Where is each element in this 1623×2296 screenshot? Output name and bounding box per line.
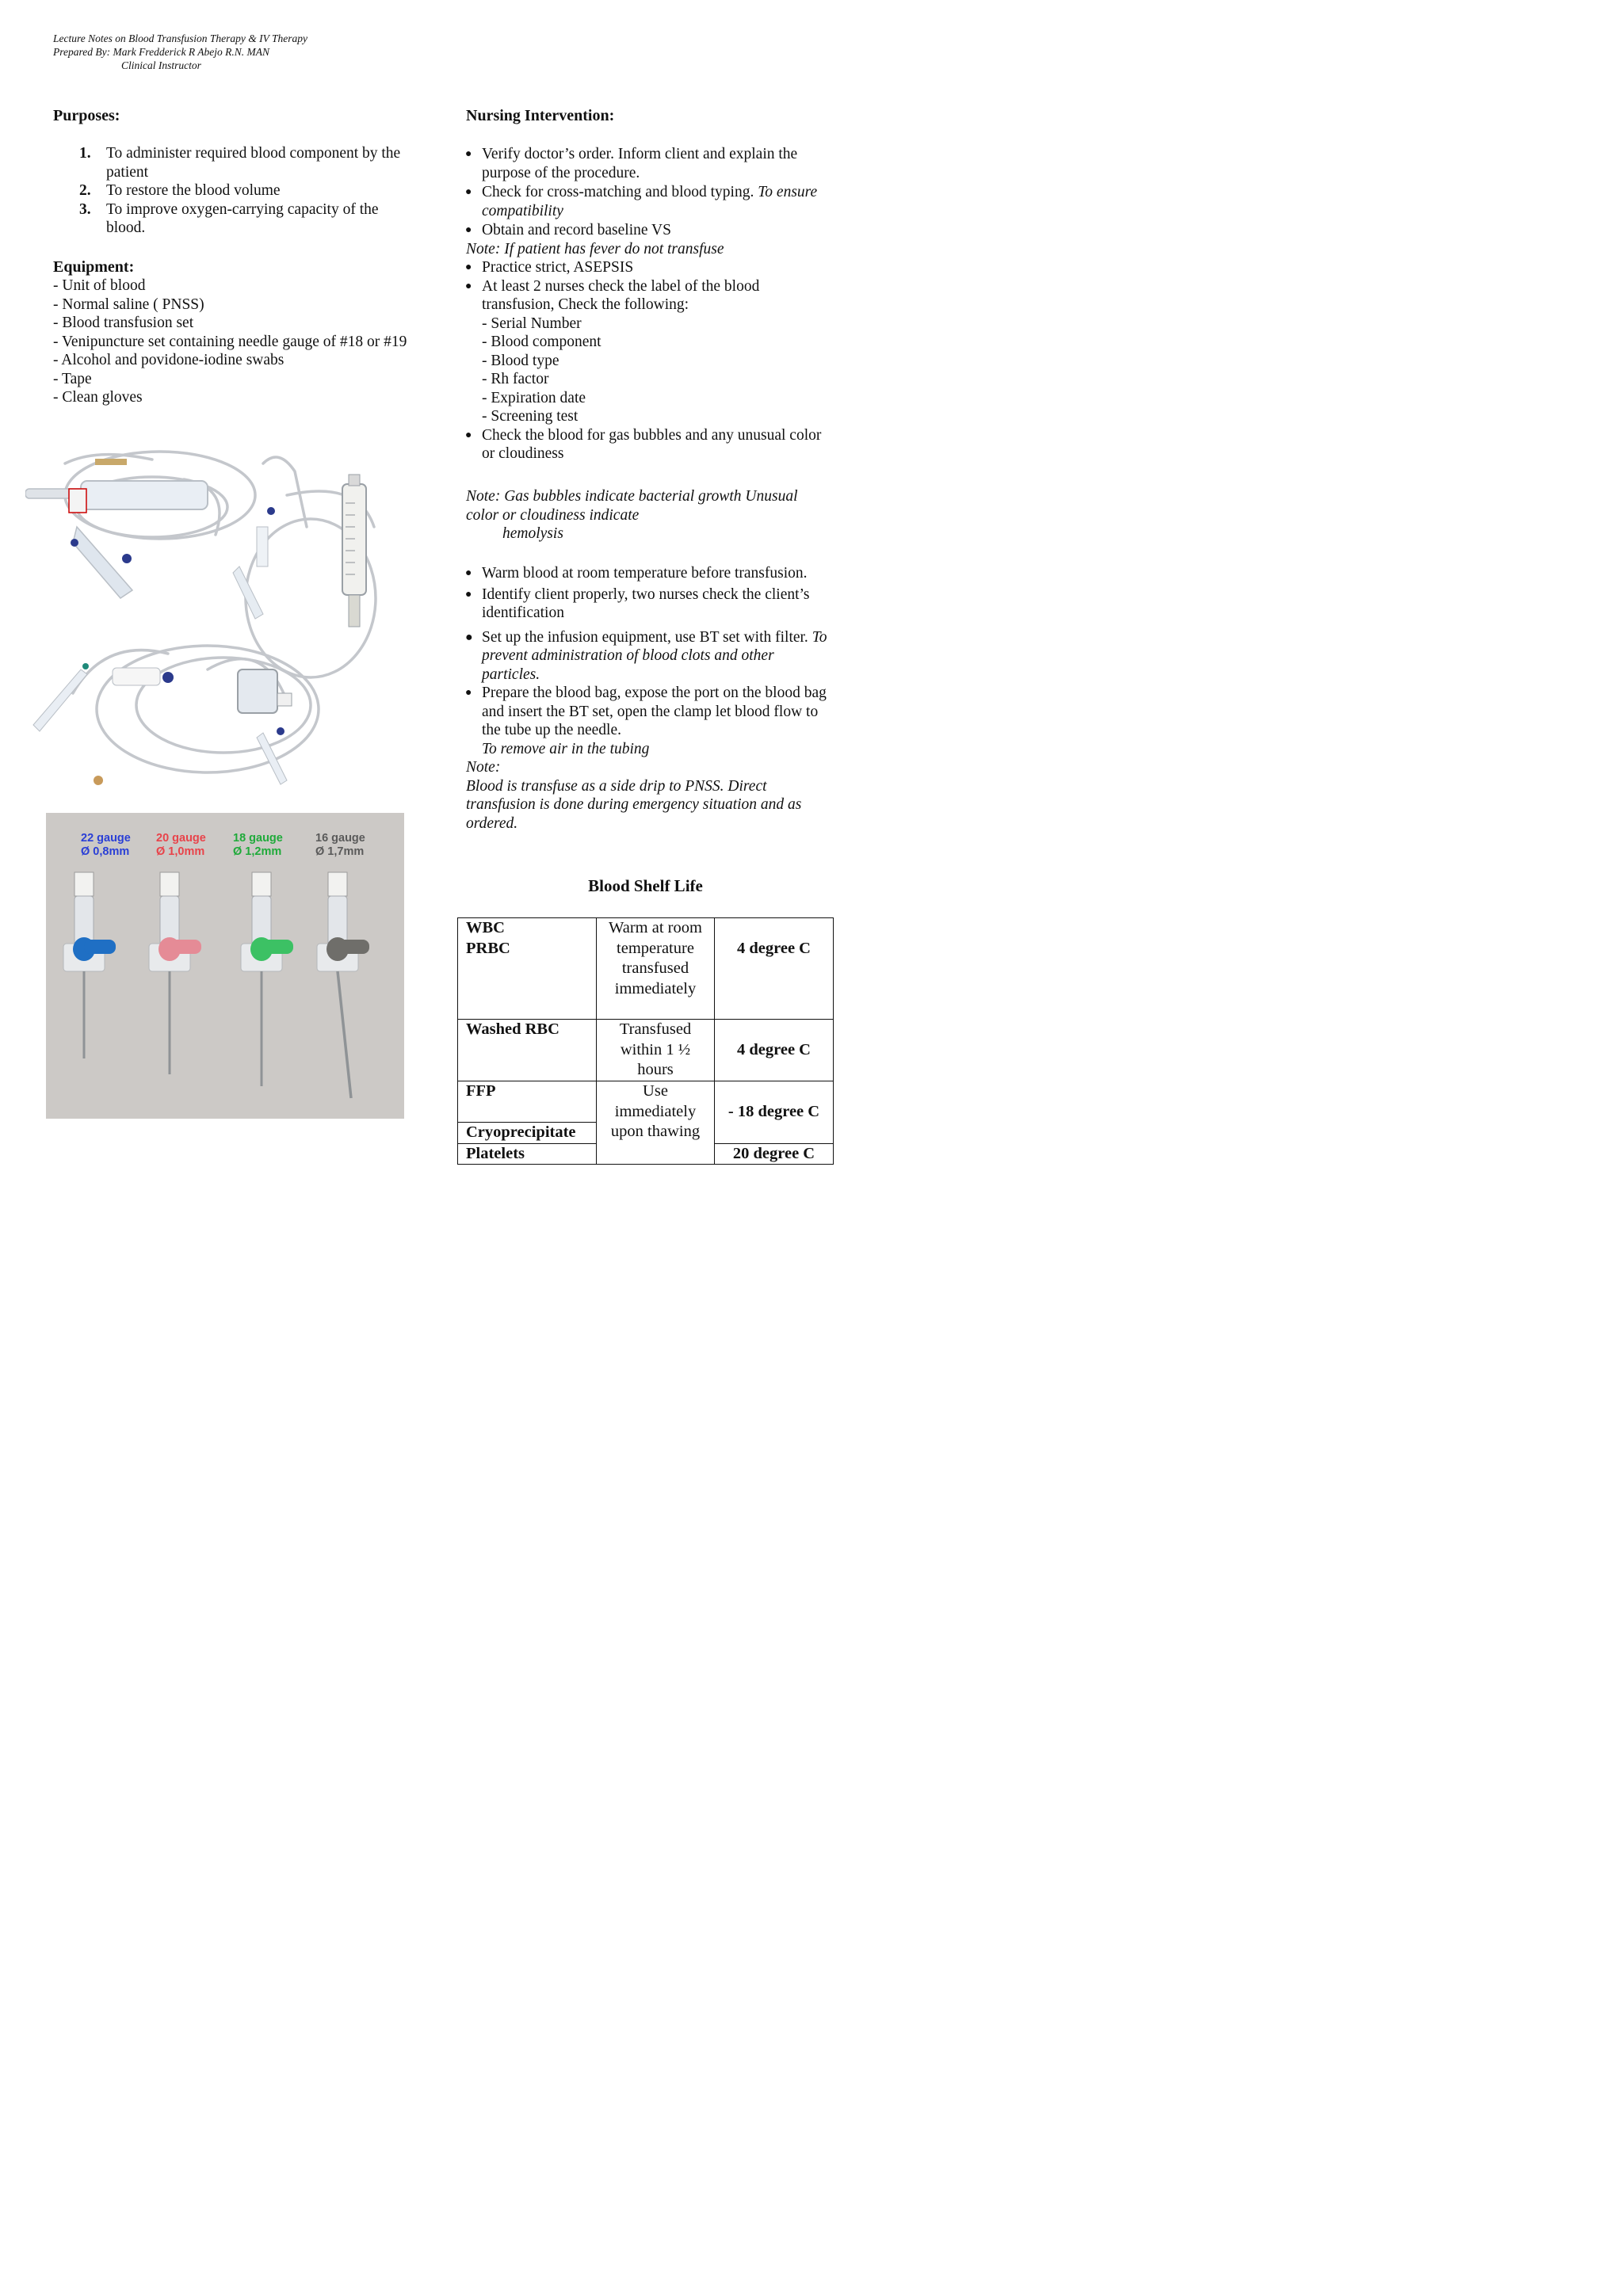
table-cell: Platelets	[458, 1143, 597, 1165]
table-cell: 4 degree C	[715, 1020, 834, 1081]
gauge-label-20: 20 gauge Ø 1,0mm	[156, 832, 206, 858]
bullet-rationale: To remove air in the tubing	[482, 740, 650, 757]
table-row	[458, 1020, 834, 1081]
transfusion-set-photo	[25, 432, 391, 804]
purposes-heading: Purposes:	[53, 107, 120, 124]
document-header	[53, 32, 307, 72]
gauge-label-16: 16 gauge Ø 1,7mm	[315, 832, 365, 858]
equipment-item: - Tape	[53, 370, 92, 387]
header-title: Lecture Notes on Blood Transfusion Therapy & IV Therapy	[53, 32, 308, 44]
table-cell: 20 degree C	[715, 1143, 834, 1165]
cannula-gauge-photo	[46, 813, 404, 1119]
table-cell: Warm at room temperature transfused immediately	[597, 918, 715, 1020]
purpose-item: 2. To restore the blood volume	[79, 182, 281, 199]
note-side-drip: Blood is transfuse as a side drip to PNSS. Direct transfusion is done during emergency situation and as ordered.	[466, 777, 802, 832]
table-row	[458, 918, 834, 1020]
check-item: - Blood component	[482, 334, 601, 350]
nursing-list-1	[466, 145, 834, 463]
table-cell: Transfused within 1 ½ hours	[597, 1020, 715, 1081]
table-cell: WBC PRBC	[458, 918, 597, 1020]
purpose-item: 1. To administer required blood component by the patient	[79, 145, 401, 181]
equipment-item: - Blood transfusion set	[53, 315, 194, 331]
equipment-heading: Equipment:	[53, 258, 135, 276]
nursing-bullet: ● Verify doctor’s order. Inform client and explain the purpose of the procedure.	[465, 146, 798, 181]
header-author: Prepared By: Mark Fredderick R Abejo R.N. MAN	[53, 46, 270, 58]
header-role: Clinical Instructor	[121, 59, 201, 71]
nursing-bullet: ● Check for cross-matching and blood typing. To ensure compatibility	[465, 184, 818, 219]
equipment-item: - Unit of blood	[53, 277, 146, 294]
table-cell: Washed RBC	[458, 1020, 597, 1081]
equipment-item: - Clean gloves	[53, 389, 143, 406]
nursing-bullet: ● Prepare the blood bag, expose the port on the blood bag and insert the BT set, open the clamp let blood flow to the tube up the needle.	[465, 685, 827, 738]
nursing-bullet: ● Set up the infusion equipment, use BT set with filter. To prevent administration of blood clots and other particles.	[465, 628, 827, 683]
note-label: Note:	[466, 759, 501, 776]
shelf-life-table	[457, 917, 834, 1165]
nursing-bullet: ● Check the blood for gas bubbles and any unusual color or cloudiness	[465, 426, 822, 462]
gauge-label-18: 18 gauge Ø 1,2mm	[233, 832, 283, 858]
table-cell: - 18 degree C	[715, 1081, 834, 1144]
nursing-bullet: ● At least 2 nurses check the label of the blood transfusion, Check the following:	[465, 277, 760, 313]
check-item: - Screening test	[482, 408, 579, 425]
nursing-list-2	[466, 564, 834, 833]
equipment-item: - Venipuncture set containing needle gauge of #18 or #19	[53, 333, 407, 350]
nursing-bullet: ● Obtain and record baseline VS	[465, 222, 671, 238]
note-gas-bubbles: Note: Gas bubbles indicate bacterial growth Unusual color or cloudiness indicate hemolysis	[466, 488, 798, 542]
purpose-item: 3. To improve oxygen-carrying capacity of the blood.	[79, 200, 379, 236]
equipment-list	[53, 277, 410, 407]
check-item: - Blood type	[482, 352, 559, 369]
check-item: - Expiration date	[482, 389, 586, 406]
equipment-item: - Normal saline ( PNSS)	[53, 296, 204, 313]
nursing-heading: Nursing Intervention:	[466, 107, 615, 124]
nursing-bullet: ● Practice strict, ASEPSIS	[465, 259, 634, 276]
nursing-bullet: ● Warm blood at room temperature before transfusion.	[465, 565, 808, 582]
table-cell: 4 degree C	[715, 918, 834, 1020]
purposes-list	[53, 144, 410, 238]
check-item: - Serial Number	[482, 315, 582, 332]
equipment-item: - Alcohol and povidone-iodine swabs	[53, 352, 285, 368]
gauge-label-22: 22 gauge Ø 0,8mm	[81, 832, 131, 858]
note-fever: Note: If patient has fever do not transfuse	[466, 240, 724, 257]
table-cell: FFP	[458, 1081, 597, 1123]
table-row	[458, 1081, 834, 1123]
check-item: - Rh factor	[482, 371, 549, 387]
shelf-life-title: Blood Shelf Life	[588, 876, 703, 895]
table-cell: Use immediately upon thawing	[597, 1081, 715, 1165]
table-cell: Cryoprecipitate	[458, 1123, 597, 1144]
nursing-bullet: ● Identify client properly, two nurses check the client’s identification	[465, 585, 810, 621]
